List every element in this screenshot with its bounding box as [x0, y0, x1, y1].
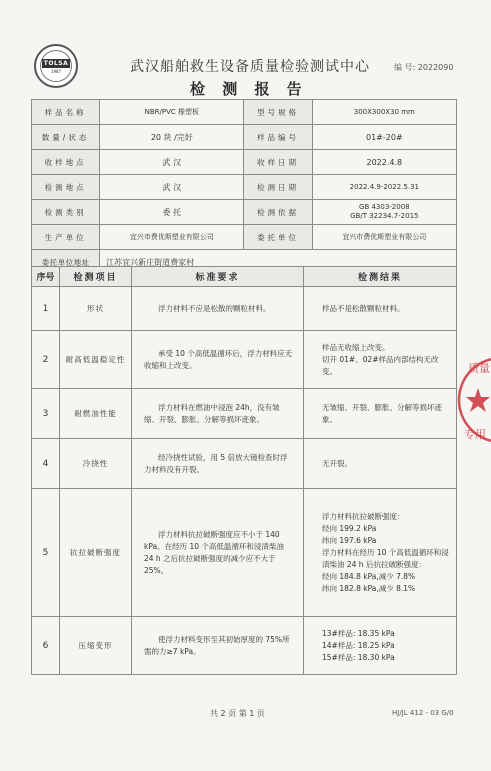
table-row: [32, 287, 457, 331]
row-number: 1: [32, 287, 60, 331]
col-header-res: 检测结果: [304, 267, 457, 287]
table-header-row: [32, 267, 457, 287]
logo-year: 1987: [50, 68, 62, 74]
sample-info-table: [31, 99, 457, 275]
standard-requirement: 使浮力材料变形至其初始厚度的 75%所需的力≥7 kPa。: [132, 617, 304, 675]
org-title: 武汉船舶救生设备质量检验测试中心: [130, 59, 370, 75]
standard-requirement: 浮力材料抗拉破断强度应不小于 140 kPa。在经历 10 个高低温循环和浸渍柴油 24 h 之后抗拉破断强度的减少应不大于 25%。: [132, 489, 304, 617]
official-seal-icon: [456, 350, 491, 450]
info-value: NBR/PVC 橡塑板: [100, 100, 244, 125]
info-label: 委托单位: [244, 225, 312, 250]
info-row: [32, 200, 457, 225]
info-value: 宜兴市费优斯塑业有限公司: [312, 225, 456, 250]
svg-text:专用: 专用: [464, 428, 486, 441]
info-value: 2022.4.8: [312, 150, 456, 175]
result-line: 经向 199.2 kPa: [322, 523, 377, 533]
result-line: 13#样品: 18.35 kPa: [322, 628, 395, 638]
test-item: 耐高低温稳定性: [60, 331, 132, 389]
info-row: [32, 150, 457, 175]
info-label: 生产单位: [32, 225, 100, 250]
form-code: HJ/JL 412 - 03 G/0: [392, 709, 454, 717]
col-header-item: 检测项目: [60, 267, 132, 287]
result-line: 无开裂。: [322, 458, 352, 468]
info-value: 2022.4.9-2022.5.31: [312, 175, 456, 200]
info-value: 20 块 /完好: [100, 125, 244, 150]
report-number: [394, 62, 453, 73]
info-row: [32, 125, 457, 150]
table-row: [32, 439, 457, 489]
col-header-req: 标准要求: [132, 267, 304, 287]
result-line: 样品无收缩上改变。: [322, 342, 390, 352]
result-line: 浮力材料抗拉破断强度：: [322, 511, 405, 521]
result-line: 经向 184.8 kPa,减少 7.8%: [322, 571, 416, 581]
info-value: 委 托: [100, 200, 244, 225]
client-address-label: 委托单位地址: [32, 250, 100, 275]
info-label: 型号规格: [244, 100, 312, 125]
report-no-value: 2022090: [417, 63, 454, 72]
info-label: 样品编号: [244, 125, 312, 150]
test-result: [304, 439, 457, 489]
test-result: [304, 489, 457, 617]
test-item: 耐燃油性能: [60, 389, 132, 439]
row-number: 4: [32, 439, 60, 489]
info-value: 武 汉: [100, 175, 244, 200]
row-number: 2: [32, 331, 60, 389]
info-row: [32, 225, 457, 250]
standard-requirement: 承受 10 个高低温循环后，浮力材料应无收缩和上改变。: [132, 331, 304, 389]
col-header-no: 序号: [32, 267, 60, 287]
result-line: 纬向 182.8 kPa,减少 8.1%: [322, 583, 416, 593]
test-item: 形状: [60, 287, 132, 331]
result-line: 无皱缩、开裂、膨胀、分解等损坏迹象。: [322, 402, 442, 424]
info-value: 武 汉: [100, 150, 244, 175]
result-line: 纬向 197.6 kPa: [322, 535, 377, 545]
row-number: 3: [32, 389, 60, 439]
standard-requirement: 浮力材料在燃油中浸泡 24h，没有皱缩、开裂、膨胀、分解等损坏迹象。: [132, 389, 304, 439]
info-label: 检测类别: [32, 200, 100, 225]
test-result: [304, 287, 457, 331]
result-line: 14#样品: 18.25 kPa: [322, 640, 395, 650]
logo-text: TOLSA: [43, 59, 69, 67]
doc-title: 检 测 报 告: [190, 80, 308, 98]
page-count: 共 2 页 第 1 页: [210, 709, 265, 718]
test-item: 抗拉破断强度: [60, 489, 132, 617]
info-label: 收样地点: [32, 150, 100, 175]
info-value: GB 4303-2008 GB/T 32234.7-2015: [312, 200, 456, 225]
test-result: [304, 389, 457, 439]
info-row: [32, 175, 457, 200]
org-logo: [34, 44, 78, 88]
result-line: 15#样品: 18.30 kPa: [322, 652, 395, 662]
standard-requirement: 经冷挠性试验，用 5 倍放大镜检查时浮力材料没有开裂。: [132, 439, 304, 489]
test-results-table: [31, 266, 457, 675]
table-row: [32, 489, 457, 617]
info-label: 检测地点: [32, 175, 100, 200]
info-label: 数量/状态: [32, 125, 100, 150]
info-value: 300X300X30 mm: [312, 100, 456, 125]
client-address-value: 江苏宜兴新庄街道费家村: [100, 250, 457, 275]
info-label: 收样日期: [244, 150, 312, 175]
test-result: [304, 331, 457, 389]
result-line: 浮力材料在经历 10 个高低温循环和浸渍柴油 24 h 后抗拉破断强度：: [322, 547, 449, 569]
test-result: [304, 617, 457, 675]
standard-requirement: 浮力材料不应是松散的颗粒材料。: [132, 287, 304, 331]
report-no-label: 编 号:: [394, 63, 416, 72]
table-row: [32, 389, 457, 439]
row-number: 6: [32, 617, 60, 675]
info-label: 检测依据: [244, 200, 312, 225]
info-label: 检测日期: [244, 175, 312, 200]
test-item: 冷挠性: [60, 439, 132, 489]
table-row: [32, 331, 457, 389]
result-line: 切开 01#、02#样品内部结构无改变。: [322, 354, 439, 376]
test-item: 压缩变形: [60, 617, 132, 675]
info-value: 01#-20#: [312, 125, 456, 150]
svg-text:质量: 质量: [468, 362, 490, 375]
info-value: 宜兴市费优斯塑业有限公司: [100, 225, 244, 250]
row-number: 5: [32, 489, 60, 617]
table-row: [32, 617, 457, 675]
result-line: 样品不是松散颗粒材料。: [322, 303, 405, 313]
info-row: [32, 100, 457, 125]
info-label: 样品名称: [32, 100, 100, 125]
